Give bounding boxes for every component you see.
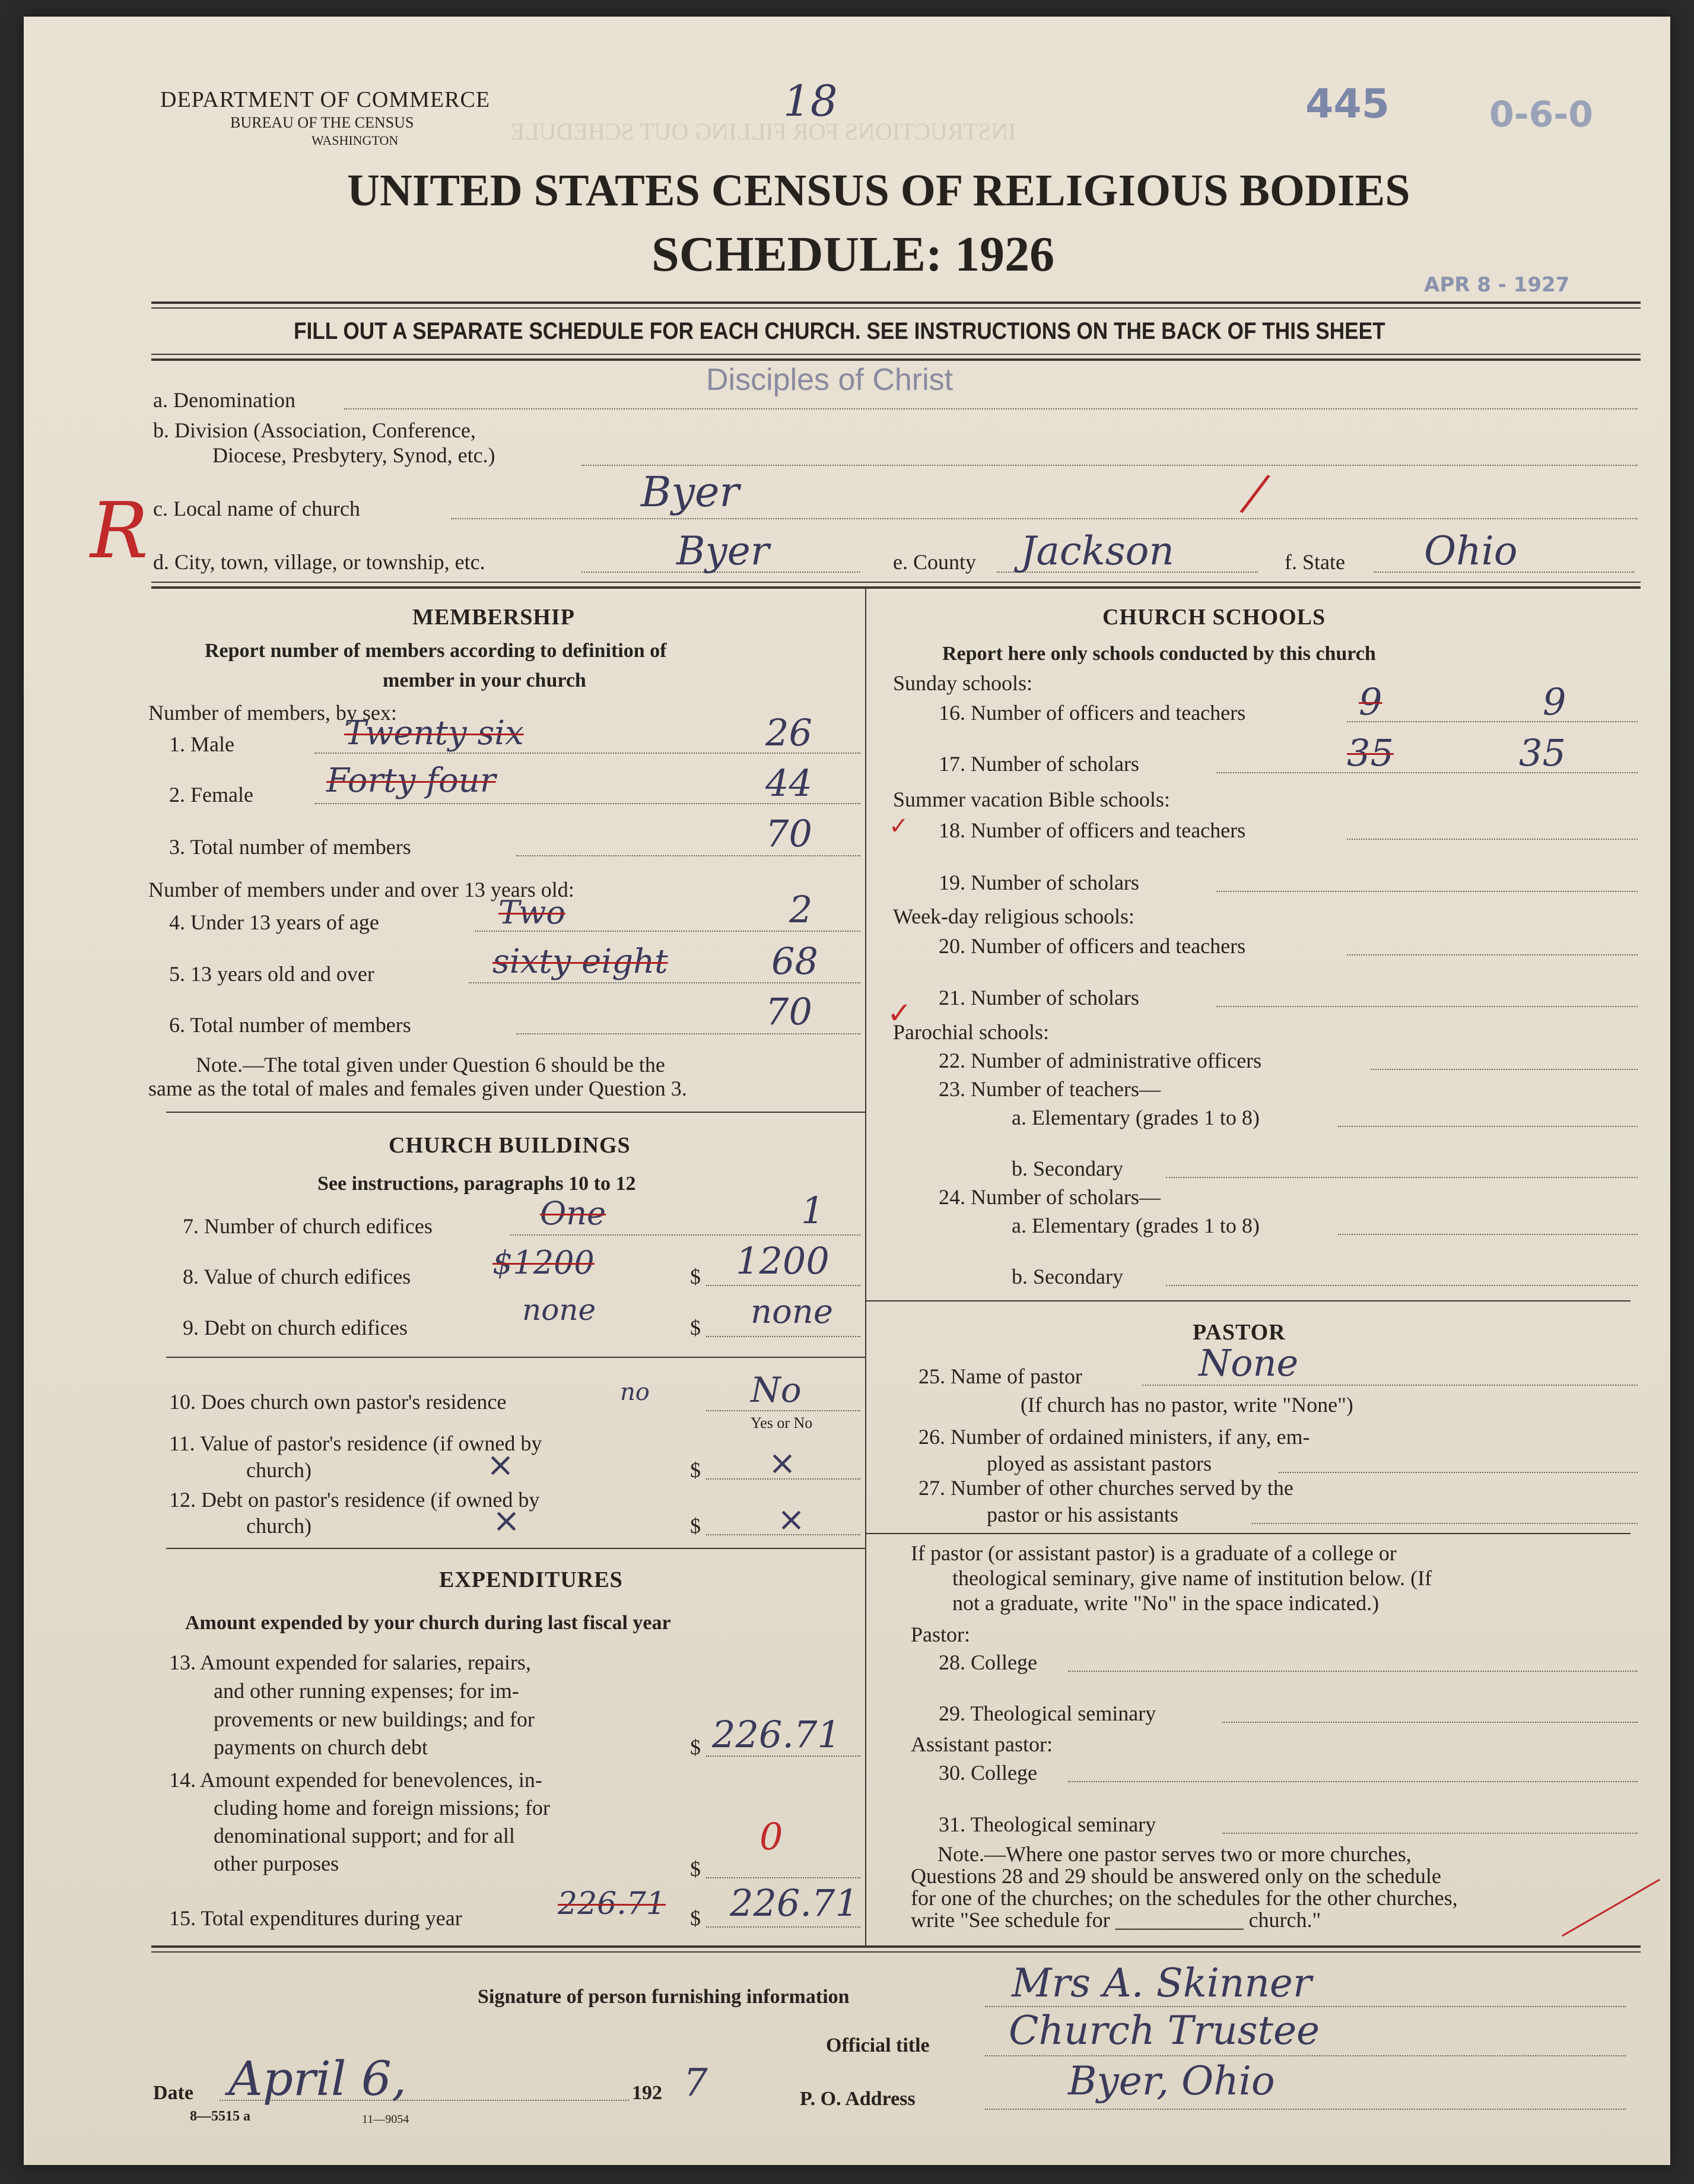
state-label: f. State (1285, 550, 1345, 574)
q14-line (706, 1877, 860, 1878)
q9-words: none (522, 1293, 596, 1327)
bureau-name: BUREAU OF THE CENSUS (230, 114, 414, 131)
q26-line-1: 26. Number of ordained ministers, if any, em- (918, 1425, 1310, 1449)
q20-label: 20. Number of officers and teachers (939, 934, 1246, 958)
graduate-note-2: theological seminary, give name of institution below. (If (952, 1566, 1432, 1590)
q8-dollar: $ (690, 1265, 701, 1288)
local-name-label: c. Local name of church (153, 497, 360, 520)
pastor-note-3: for one of the churches; on the schedules for the other churches, (911, 1886, 1458, 1910)
vacation-schools: Summer vacation Bible schools: (893, 788, 1170, 811)
q21-label: 21. Number of scholars (939, 986, 1139, 1010)
q24b-line (1166, 1285, 1638, 1286)
dept-name: DEPARTMENT OF COMMERCE (160, 87, 491, 112)
signature-line (985, 2006, 1626, 2007)
q14-dollar: $ (690, 1857, 701, 1881)
q14-line-3: denominational support; and for all (214, 1824, 515, 1847)
stamp-code: 0-6-0 (1489, 94, 1594, 135)
q25-value[interactable]: None (1199, 1341, 1299, 1385)
q4-label: 4. Under 13 years of age (169, 910, 379, 934)
q1-words: Twenty six (344, 714, 524, 753)
graduate-note-1: If pastor (or assistant pastor) is a graduate of a college or (911, 1541, 1397, 1565)
q13-line-2: and other running expenses; for im- (214, 1679, 519, 1703)
q13-line-1: 13. Amount expended for salaries, repairs, (169, 1650, 531, 1674)
bureau-city: WASHINGTON (312, 133, 399, 148)
po-address-line (985, 2109, 1626, 2110)
parochial-schools: Parochial schools: (893, 1020, 1049, 1044)
q17-struck: 35 (1347, 731, 1394, 774)
q23b-label: b. Secondary (1012, 1157, 1123, 1180)
q10-value[interactable]: No (751, 1370, 802, 1410)
q6-label: 6. Total number of members (169, 1013, 411, 1037)
received-date-stamp: APR 8 - 1927 (1424, 273, 1570, 297)
q3-label: 3. Total number of members (169, 835, 411, 859)
q21-line (1216, 1006, 1638, 1007)
yes-no-hint: Yes or No (751, 1414, 813, 1431)
membership-intro: Report number of members according to definition of (205, 640, 667, 662)
footer-rule-2 (151, 1951, 1641, 1953)
q6-red-tick: ✓ (887, 996, 912, 1030)
buildings-sub: See instructions, paragraphs 10 to 12 (317, 1173, 636, 1195)
margin-r-mark: R (90, 485, 148, 576)
q7-line (510, 1234, 860, 1236)
q14-line-1: 14. Amount expended for benevolences, in- (169, 1768, 542, 1792)
q23a-label: a. Elementary (grades 1 to 8) (1012, 1106, 1260, 1129)
q14-line-2: cluding home and foreign missions; for (214, 1796, 550, 1820)
q1-value[interactable]: 26 (765, 711, 812, 754)
q14-line-4: other purposes (214, 1852, 339, 1875)
pastor-subhead: Pastor: (911, 1623, 971, 1646)
q17-line (1216, 772, 1638, 773)
q28-label: 28. College (939, 1650, 1037, 1674)
q2-label: 2. Female (169, 783, 253, 807)
q16-value[interactable]: 9 (1543, 680, 1566, 723)
asst-pastor-subhead: Assistant pastor: (911, 1732, 1053, 1756)
q11-dollar: $ (690, 1458, 701, 1482)
q24-label: 24. Number of scholars— (939, 1185, 1161, 1209)
form-number: 8—5515 a (190, 2109, 250, 2124)
county-label: e. County (893, 550, 976, 574)
weekday-schools: Week-day religious schools: (893, 904, 1135, 928)
q15-value[interactable]: 226.71 (730, 1881, 859, 1925)
q29-line (1222, 1722, 1638, 1723)
q9-rule (166, 1357, 865, 1358)
state-value[interactable]: Ohio (1424, 528, 1518, 574)
q13-value[interactable]: 226.71 (712, 1713, 841, 1756)
q12-x-mark: × (492, 1502, 520, 1540)
q11-x-mark: × (487, 1446, 514, 1484)
membership-intro-2: member in your church (383, 669, 586, 691)
q18-label: 18. Number of officers and teachers (939, 818, 1246, 842)
q23-label: 23. Number of teachers— (939, 1077, 1161, 1101)
expenditures-heading: EXPENDITURES (439, 1567, 623, 1592)
age-intro: Number of members under and over 13 years old: (148, 878, 574, 901)
q4-value[interactable]: 2 (789, 888, 813, 931)
q12-value-x[interactable]: × (777, 1500, 805, 1539)
footer-rule (151, 1945, 1641, 1948)
fill-instruction: FILL OUT A SEPARATE SCHEDULE FOR EACH CHURCH. SEE INSTRUCTIONS ON THE BACK OF THIS SHEET (294, 318, 1385, 344)
print-number: 11—9054 (362, 2113, 409, 2126)
q11-value-x[interactable]: × (768, 1444, 796, 1483)
graduate-note-3: not a graduate, write "No" in the space indicated.) (952, 1591, 1380, 1615)
sunday-schools: Sunday schools: (893, 671, 1033, 695)
q12-label: 12. Debt on pastor's residence (if owned by (169, 1488, 540, 1512)
pastor-note-2: Questions 28 and 29 should be answered only on the schedule (911, 1864, 1441, 1888)
buildings-heading: CHURCH BUILDINGS (389, 1133, 631, 1158)
q24b-label: b. Secondary (1012, 1265, 1123, 1288)
q25-line (1142, 1385, 1638, 1386)
q9-line (706, 1336, 860, 1337)
pastor-note-1: Note.—Where one pastor serves two or more churches, (937, 1842, 1412, 1866)
q10-label: 10. Does church own pastor's residence (169, 1390, 507, 1414)
q22-label: 22. Number of administrative officers (939, 1049, 1262, 1072)
stamp-number: 445 (1305, 81, 1390, 128)
q26-line-2: ployed as assistant pastors (987, 1452, 1212, 1475)
signature-value[interactable]: Mrs A. Skinner (1012, 1960, 1312, 2006)
membership-note-2: same as the total of males and females given under Question 3. (148, 1077, 687, 1100)
po-address-value[interactable]: Byer, Ohio (1068, 2058, 1275, 2104)
q15-words: 226.71 (558, 1886, 666, 1922)
denomination-value[interactable]: Disciples of Christ (706, 363, 954, 397)
q18-red-tick: ✓ (889, 812, 909, 839)
q17-label: 17. Number of scholars (939, 752, 1139, 776)
members-by-sex: Number of members, by sex: (148, 701, 397, 725)
q8-label: 8. Value of church edifices (183, 1265, 411, 1288)
identity-rule-2 (151, 586, 1641, 589)
date-value[interactable]: April 6, (228, 2051, 407, 2106)
year-prefix: 192 (632, 2082, 662, 2104)
bleed-through-text: INSTRUCTIONS FOR FILLING OUT SCHEDULE (510, 118, 1016, 145)
q5-words: sixty eight (492, 942, 668, 981)
q2-words: Forty four (326, 761, 496, 800)
q29-label: 29. Theological seminary (939, 1702, 1156, 1725)
schools-intro: Report here only schools conducted by this church (942, 643, 1376, 665)
pastor-note-4: write "See schedule for ____________ church." (911, 1908, 1321, 1932)
q16-line (1347, 721, 1638, 722)
membership-note: Note.—The total given under Question 6 should be the (196, 1053, 665, 1077)
q22-line (1371, 1069, 1638, 1070)
q24a-line (1338, 1234, 1638, 1235)
city-label: d. City, town, village, or township, etc. (153, 550, 485, 574)
header-rule-top (151, 301, 1641, 304)
schools-heading: CHURCH SCHOOLS (1102, 605, 1326, 630)
q27-line-2: pastor or his assistants (987, 1503, 1178, 1526)
identity-rule (151, 582, 1641, 583)
q31-line (1222, 1833, 1638, 1834)
membership-rule (166, 1112, 865, 1113)
q8-words: $1200 (492, 1244, 595, 1281)
q16-struck: 9 (1359, 680, 1382, 723)
city-value[interactable]: Byer (676, 528, 770, 574)
q24a-label: a. Elementary (grades 1 to 8) (1012, 1214, 1260, 1237)
q4-words: Two (498, 894, 565, 931)
q13-dollar: $ (690, 1735, 701, 1759)
q23a-line (1338, 1126, 1638, 1127)
county-value[interactable]: Jackson (1021, 528, 1174, 574)
q28-line (1068, 1671, 1638, 1672)
q3-value[interactable]: 70 (765, 812, 812, 855)
q19-line (1216, 891, 1638, 892)
q7-value[interactable]: 1 (801, 1189, 825, 1232)
header-rule-top-2 (151, 307, 1641, 309)
q17-value[interactable]: 35 (1519, 731, 1566, 774)
q9-label: 9. Debt on church edifices (183, 1316, 408, 1339)
date-line (220, 2100, 629, 2101)
header-rule-bottom (151, 354, 1641, 355)
red-corner-stroke (1562, 1879, 1660, 1937)
q7-label: 7. Number of church edifices (183, 1214, 433, 1238)
q15-dollar: $ (690, 1906, 701, 1930)
q8-value[interactable]: 1200 (736, 1239, 829, 1283)
q11-label-2: church) (246, 1458, 312, 1482)
q18-line (1347, 839, 1638, 840)
q19-label: 19. Number of scholars (939, 871, 1139, 894)
q9-dollar: $ (690, 1316, 701, 1339)
q5-label: 5. 13 years old and over (169, 962, 374, 986)
local-name-value[interactable]: Byer (641, 468, 739, 516)
q3-line (516, 855, 860, 856)
po-address-label: P. O. Address (800, 2088, 916, 2110)
division-label-2: Diocese, Presbytery, Synod, etc.) (212, 443, 495, 467)
buildings-rule (166, 1548, 865, 1549)
q10-line (706, 1410, 860, 1411)
division-line (581, 465, 1638, 466)
q30-line (1068, 1781, 1638, 1782)
schools-rule (865, 1300, 1631, 1301)
q25-label: 25. Name of pastor (918, 1364, 1082, 1388)
q10-words: no (620, 1379, 650, 1406)
official-title-value[interactable]: Church Trustee (1009, 2008, 1320, 2053)
census-schedule-sheet (24, 17, 1670, 2165)
q8-line (706, 1285, 860, 1286)
q20-line (1347, 954, 1638, 956)
q25-note: (If church has no pastor, write "None") (1021, 1393, 1353, 1417)
form-title: UNITED STATES CENSUS OF RELIGIOUS BODIES (347, 166, 1410, 215)
year-digit[interactable]: 7 (684, 2061, 708, 2105)
header-rule-bottom-2 (151, 358, 1641, 361)
q14-value[interactable]: 0 (759, 1815, 783, 1858)
q15-label: 15. Total expenditures during year (169, 1906, 462, 1930)
q2-value[interactable]: 44 (765, 761, 812, 805)
handwritten-number: 18 (783, 76, 838, 126)
q23b-line (1166, 1177, 1638, 1178)
q30-label: 30. College (939, 1761, 1037, 1785)
denomination-label: a. Denomination (153, 388, 295, 412)
q13-line-3: provements or new buildings; and for (214, 1707, 535, 1731)
q15-line (706, 1926, 860, 1928)
q6-value[interactable]: 70 (765, 990, 812, 1033)
q12-dollar: $ (690, 1514, 701, 1538)
membership-heading: MEMBERSHIP (412, 605, 575, 630)
check-mark: / (1235, 456, 1275, 531)
q1-label: 1. Male (169, 732, 234, 756)
local-name-line (451, 518, 1638, 519)
q7-words: One (540, 1195, 606, 1232)
date-label: Date (153, 2082, 193, 2104)
denomination-line (344, 408, 1638, 410)
q27-line-1: 27. Number of other churches served by the (918, 1476, 1293, 1500)
official-title-label: Official title (826, 2034, 930, 2056)
q31-label: 31. Theological seminary (939, 1812, 1156, 1836)
q16-label: 16. Number of officers and teachers (939, 701, 1246, 725)
q12-label-2: church) (246, 1514, 312, 1538)
expenditures-sub: Amount expended by your church during last fiscal year (185, 1612, 671, 1634)
pastor-rule (865, 1533, 1631, 1534)
signature-label: Signature of person furnishing information (478, 1986, 850, 2008)
q9-value[interactable]: none (751, 1293, 833, 1331)
q13-line-4: payments on church debt (214, 1735, 428, 1759)
schedule-title: SCHEDULE: 1926 (651, 227, 1055, 282)
q5-value[interactable]: 68 (771, 939, 818, 983)
official-title-line (985, 2055, 1626, 2056)
q26-line (1279, 1472, 1638, 1473)
q27-line (1252, 1523, 1638, 1524)
pastor-heading: PASTOR (1193, 1320, 1286, 1345)
q11-label: 11. Value of pastor's residence (if owned by (169, 1431, 542, 1455)
column-divider (865, 589, 866, 1948)
q6-line (516, 1033, 860, 1034)
division-label: b. Division (Association, Conference, (153, 418, 476, 442)
